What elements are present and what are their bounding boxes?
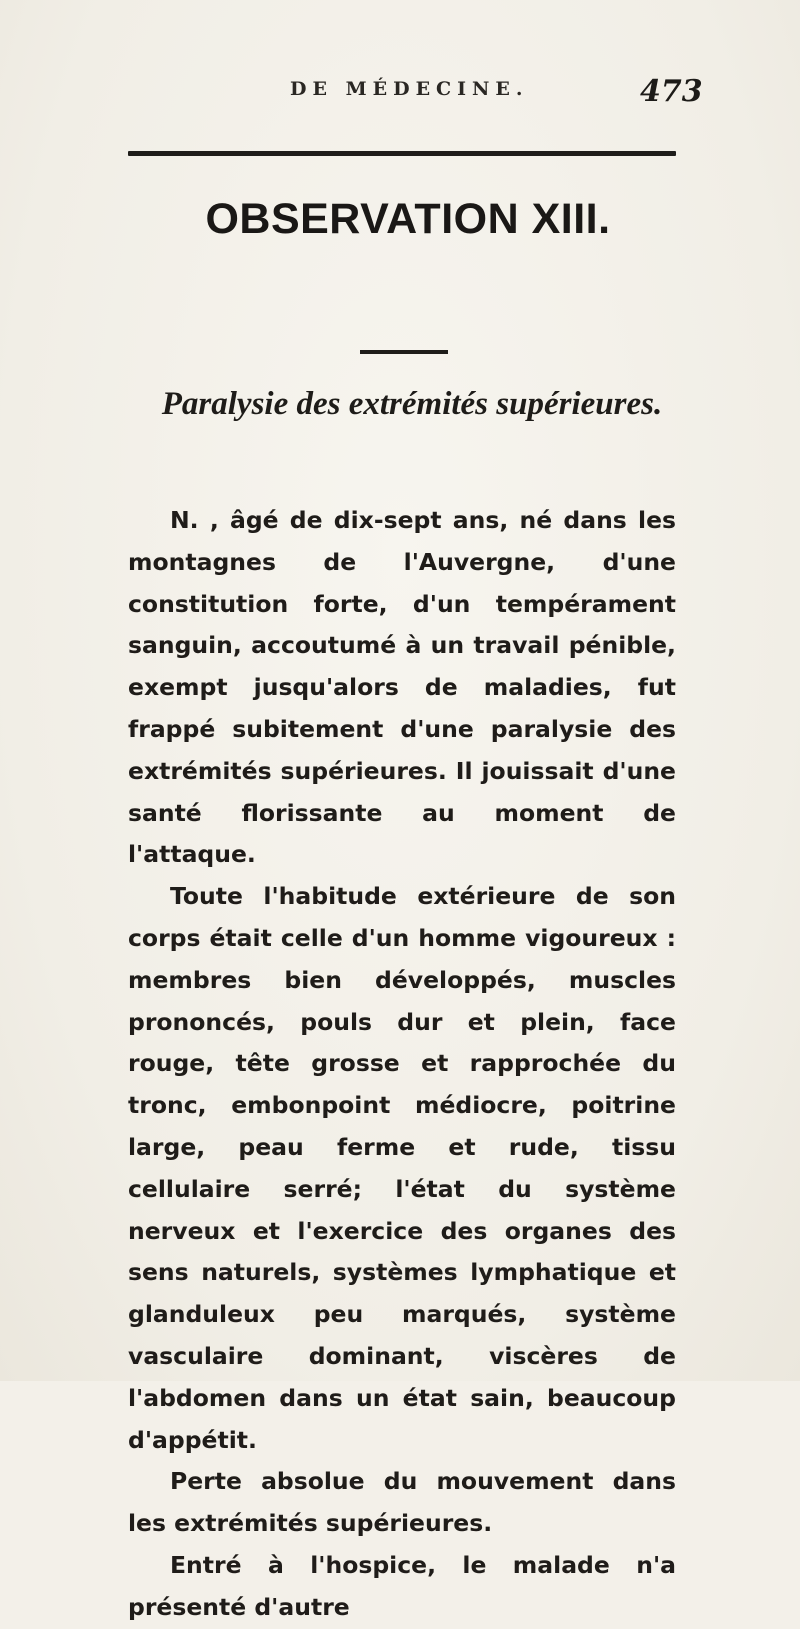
header-rule [128, 151, 676, 156]
title-divider [360, 350, 448, 354]
observation-title: OBSERVATION XIII. [205, 195, 611, 243]
paragraph: Entré à l'hospice, le malade n'a présenté d'autre [128, 1550, 676, 1621]
paragraph: N. , âgé de dix-sept ans, né dans les montagnes de l'Auvergne, d'une constitution forte, d'un tempérament sanguin, accoutumé à un travail pénible, exempt jusqu'alors de maladies, fut frappé subitement d'une paralysie des extrémités supérieures. Il jouissait d'une santé florissante au moment de l'attaque. [128, 506, 676, 869]
running-head [0, 72, 800, 112]
paragraph: Toute l'habitude extérieure de son corps était celle d'un homme vigoureux : membres bien développés, muscles prononcés, pouls dur et plein, face rouge, tête grosse et rapprochée du tronc, embonpoint médiocre, poitrine large, peau ferme et rude, tissu cellulaire serré; l'état du système nerveux et l'exercice des organes des sens naturels, systèmes lymphatique et glanduleux peu marqués, système vasculaire dominant, viscères de l'abdomen dans un état sain, beaucoup d'appétit. [128, 882, 676, 1454]
body-text [128, 500, 676, 1629]
page-number: 473 [640, 74, 703, 109]
running-title: DE MÉDECINE. [290, 78, 529, 100]
observation-subtitle: Paralysie des extrémités supérieures. [161, 386, 663, 422]
paragraph: Perte absolue du mouvement dans les extrémités supérieures. [128, 1467, 676, 1538]
